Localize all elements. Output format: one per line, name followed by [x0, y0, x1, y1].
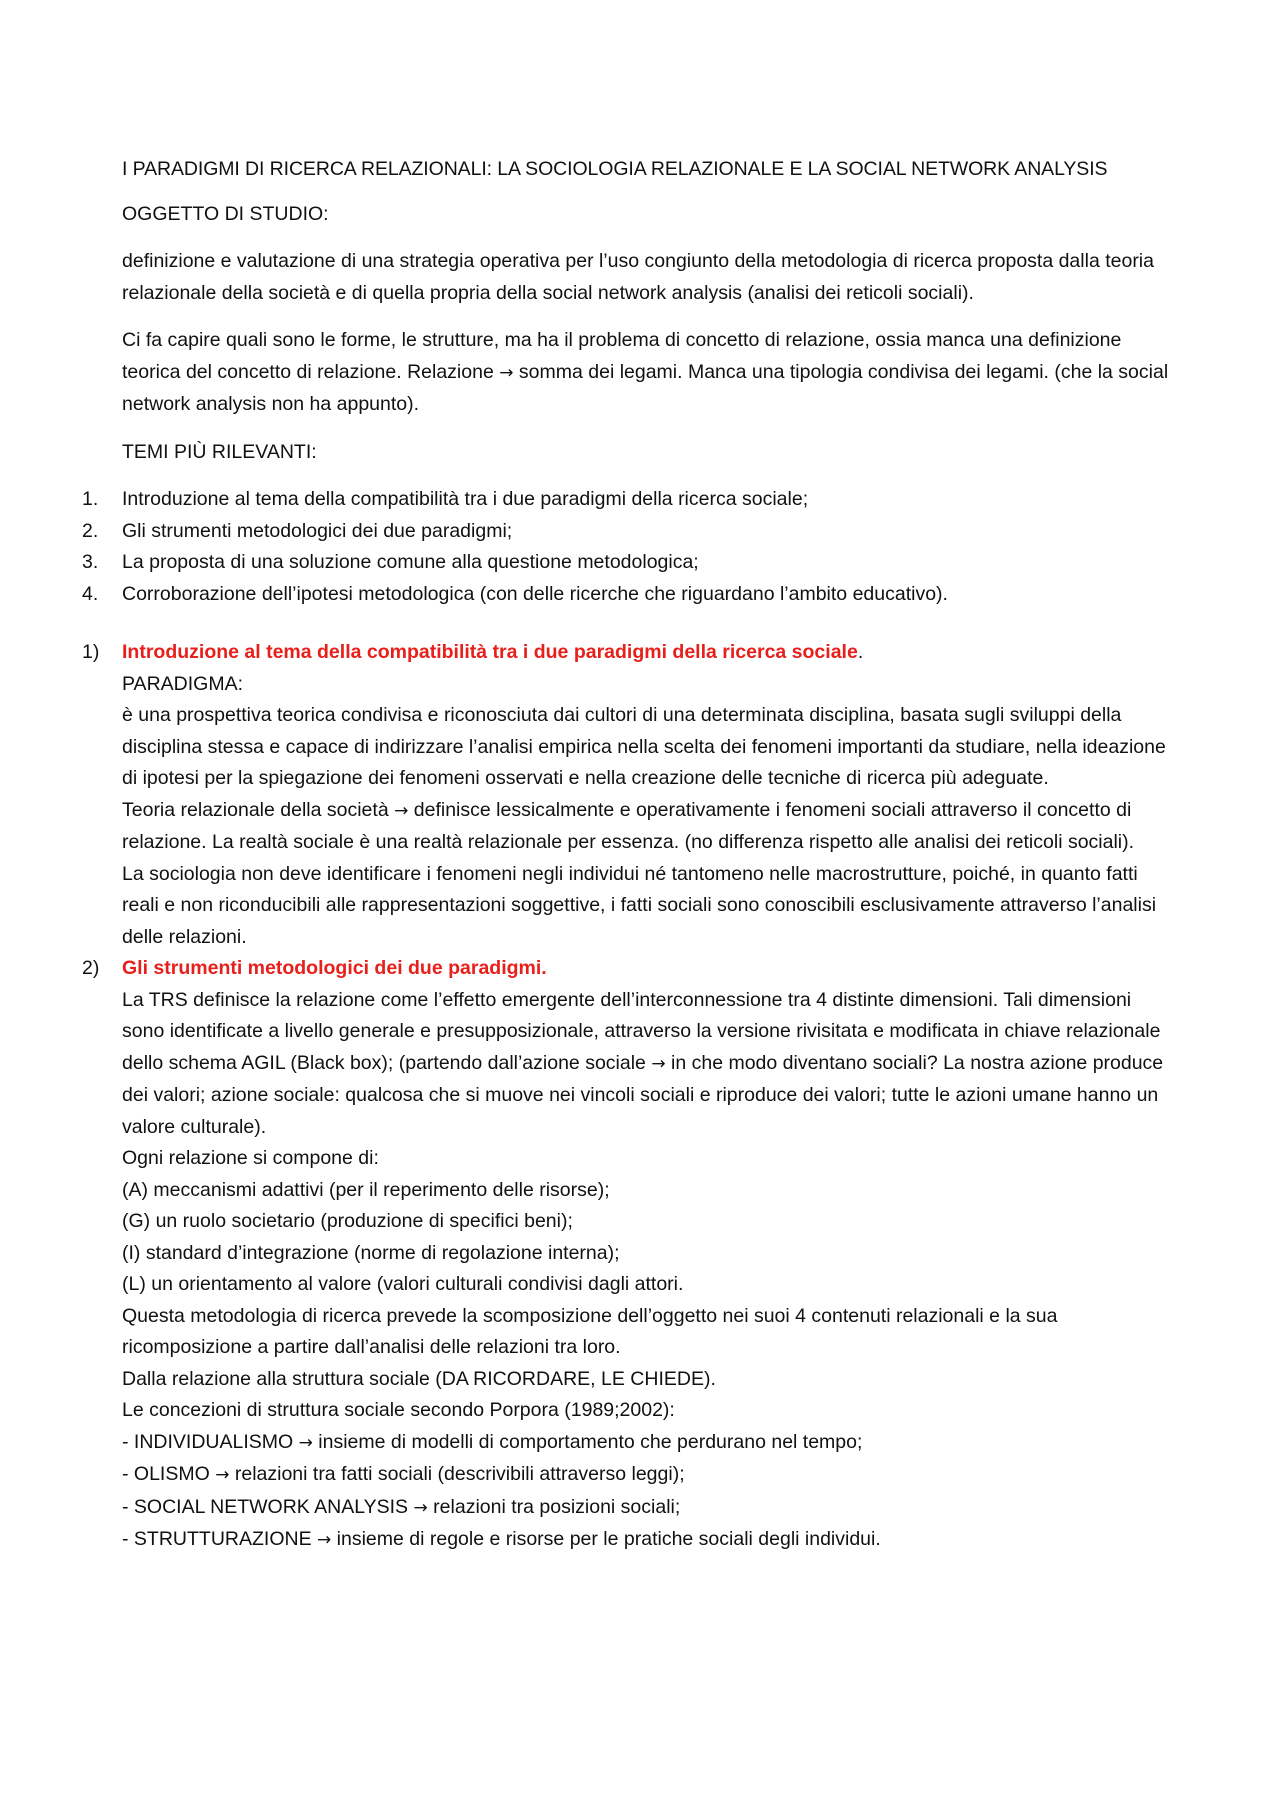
- arrow-icon: →: [215, 1465, 230, 1485]
- concept-strutturazione: [122, 1524, 1172, 1557]
- trs-definition: [122, 985, 1172, 1144]
- component-l: (L) un orientamento al valore (valori culturali condivisi dagli attori.: [122, 1273, 684, 1295]
- arrow-icon: →: [317, 1530, 332, 1550]
- list-item-text: Introduzione al tema della compatibilità tra i due paradigmi della ricerca sociale;: [122, 488, 809, 510]
- section-2: [82, 953, 1172, 1557]
- methodology-paragraph: Questa metodologia di ricerca prevede la scomposizione dell’oggetto nei suoi 4 contenuti relazionali e la sua ricomposizione a partire dall’analisi delle relazioni tra loro.: [122, 1304, 1058, 1358]
- section-heading: [122, 637, 1172, 669]
- trs-text-b: definisce lessicalmente e operativamente i fenomeni sociali attraverso il concetto di relazione. La realtà sociale è una realtà relazionale per essenza. (no differenza rispetto alle analisi dei reticoli sociali).: [122, 798, 1135, 853]
- component-a: (A) meccanismi adattivi (per il reperimento delle risorse);: [122, 1178, 610, 1201]
- document-title: I PARADIGMI DI RICERCA RELAZIONALI: LA SOCIOLOGIA RELAZIONALE E LA SOCIAL NETWORK ANALYSIS: [122, 158, 1108, 180]
- concept-individualismo: [122, 1427, 1172, 1460]
- concept-desc: insieme di modelli di comportamento che perdurano nel tempo;: [318, 1430, 863, 1453]
- porpora-intro: Le concezioni di struttura sociale secondo Porpora (1989;2002):: [122, 1399, 675, 1421]
- component-i: (I) standard d’integrazione (norme di regolazione interna);: [122, 1241, 620, 1264]
- list-item: [82, 579, 1172, 611]
- concept-term: - STRUTTURAZIONE: [122, 1528, 312, 1550]
- arrow-icon: →: [651, 1053, 666, 1074]
- component-g: (G) un ruolo societario (produzione di specifici beni);: [122, 1210, 573, 1232]
- list-item: [82, 547, 1172, 579]
- paradigm-definition: è una prospettiva teorica condivisa e riconosciuta dai cultori di una determinata disciplina, basata sugli sviluppi della disciplina stessa e capace di indirizzare l’analisi empirica nella scelta dei fenomeni importanti da studiare, nella ideazione di ipotesi per la spiegazione dei fenomeni osservati e nella creazione delle tecniche di ricerca più adeguate.: [122, 704, 1166, 789]
- arrow-icon: →: [298, 1432, 313, 1453]
- topics-list: [82, 484, 1172, 610]
- section-1-heading: Introduzione al tema della compatibilità tra i due paradigmi della ricerca sociale: [122, 641, 858, 663]
- concept-term: - SOCIAL NETWORK ANALYSIS: [122, 1495, 409, 1518]
- concept-desc: insieme di regole e risorse per le pratiche sociali degli individui.: [336, 1528, 881, 1550]
- list-item-text: Gli strumenti metodologici dei due paradigmi;: [122, 519, 513, 542]
- object-heading: OGGETTO DI STUDIO:: [122, 202, 329, 225]
- arrow-icon: →: [394, 800, 409, 821]
- document-body: [82, 154, 1172, 1557]
- arrow-icon: →: [413, 1497, 428, 1518]
- list-number: 2.: [82, 519, 99, 542]
- section-number: 1): [82, 641, 100, 663]
- relation-note: [122, 325, 1172, 421]
- concept-term: - INDIVIDUALISMO: [122, 1430, 294, 1453]
- concept-term: - OLISMO: [122, 1463, 210, 1485]
- concept-sna: [122, 1492, 1172, 1525]
- trs-def-a: La TRS definisce la relazione come l’effetto emergente dell’interconnessione tra 4 distinte dimensioni. Tali dimensioni sono identificate a livello generale e presupposizionale, attraverso la versione rivisitata e modificata in chiave relazionale dello schema AGIL (Black box); (partendo dall’azione sociale: [122, 988, 1161, 1074]
- sociology-paragraph: La sociologia non deve identificare i fenomeni negli individui né tantomeno nelle macrostrutture, poiché, in quanto fatti reali e non riconducibili alle rappresentazioni soggettive, i fatti sociali sono conoscibili esclusivamente attraverso l’analisi delle relazioni.: [122, 862, 1157, 948]
- arrow-icon: →: [499, 362, 514, 383]
- paradigm-label: PARADIGMA:: [122, 672, 243, 695]
- object-text: definizione e valutazione di una strategia operativa per l’uso congiunto della metodologia di ricerca proposta dalla teoria relazionale della società e di quella propria della social network analysis (analisi dei reticoli sociali).: [122, 250, 1154, 304]
- section-number: 2): [82, 957, 100, 979]
- sections-list: [82, 637, 1172, 1557]
- list-number: 3.: [82, 551, 99, 573]
- section-2-heading: Gli strumenti metodologici dei due paradigmi.: [122, 957, 547, 979]
- list-number: 4.: [82, 582, 99, 605]
- relation-note-b: somma dei legami. Manca una tipologia condivisa dei legami. (che la social network analysis non ha appunto).: [122, 360, 1169, 415]
- list-item: [82, 484, 1172, 516]
- list-item-text: Corroborazione dell’ipotesi metodologica (con delle ricerche che riguardano l’ambito educativo).: [122, 582, 948, 605]
- trs-def-b: in che modo diventano sociali? La nostra azione produce dei valori; azione sociale: qualcosa che si muove nei vincoli sociali e riproduce dei valori; tutte le azioni umane hanno un valore culturale).: [122, 1051, 1164, 1138]
- list-item: [82, 516, 1172, 548]
- topics-heading: TEMI PIÙ RILEVANTI:: [122, 440, 317, 463]
- concept-desc: relazioni tra fatti sociali (descrivibili attraverso leggi);: [234, 1463, 685, 1485]
- compose-intro: Ogni relazione si compone di:: [122, 1147, 379, 1169]
- trs-text-a: Teoria relazionale della società: [122, 798, 389, 821]
- list-number: 1.: [82, 488, 99, 510]
- concept-olismo: [122, 1459, 1172, 1492]
- relation-note-a: Ci fa capire quali sono le forme, le strutture, ma ha il problema di concetto di relazione, ossia manca una definizione teorica del concetto di relazione. Relazione: [122, 329, 1122, 383]
- concept-desc: relazioni tra posizioni sociali;: [433, 1495, 681, 1518]
- trs-paragraph: [122, 795, 1172, 859]
- list-item-text: La proposta di una soluzione comune alla questione metodologica;: [122, 551, 699, 573]
- structure-note: Dalla relazione alla struttura sociale (DA RICORDARE, LE CHIEDE).: [122, 1367, 716, 1390]
- section-1: [82, 637, 1172, 953]
- section-heading: [122, 953, 1172, 985]
- section-1-heading-tail: .: [857, 641, 864, 663]
